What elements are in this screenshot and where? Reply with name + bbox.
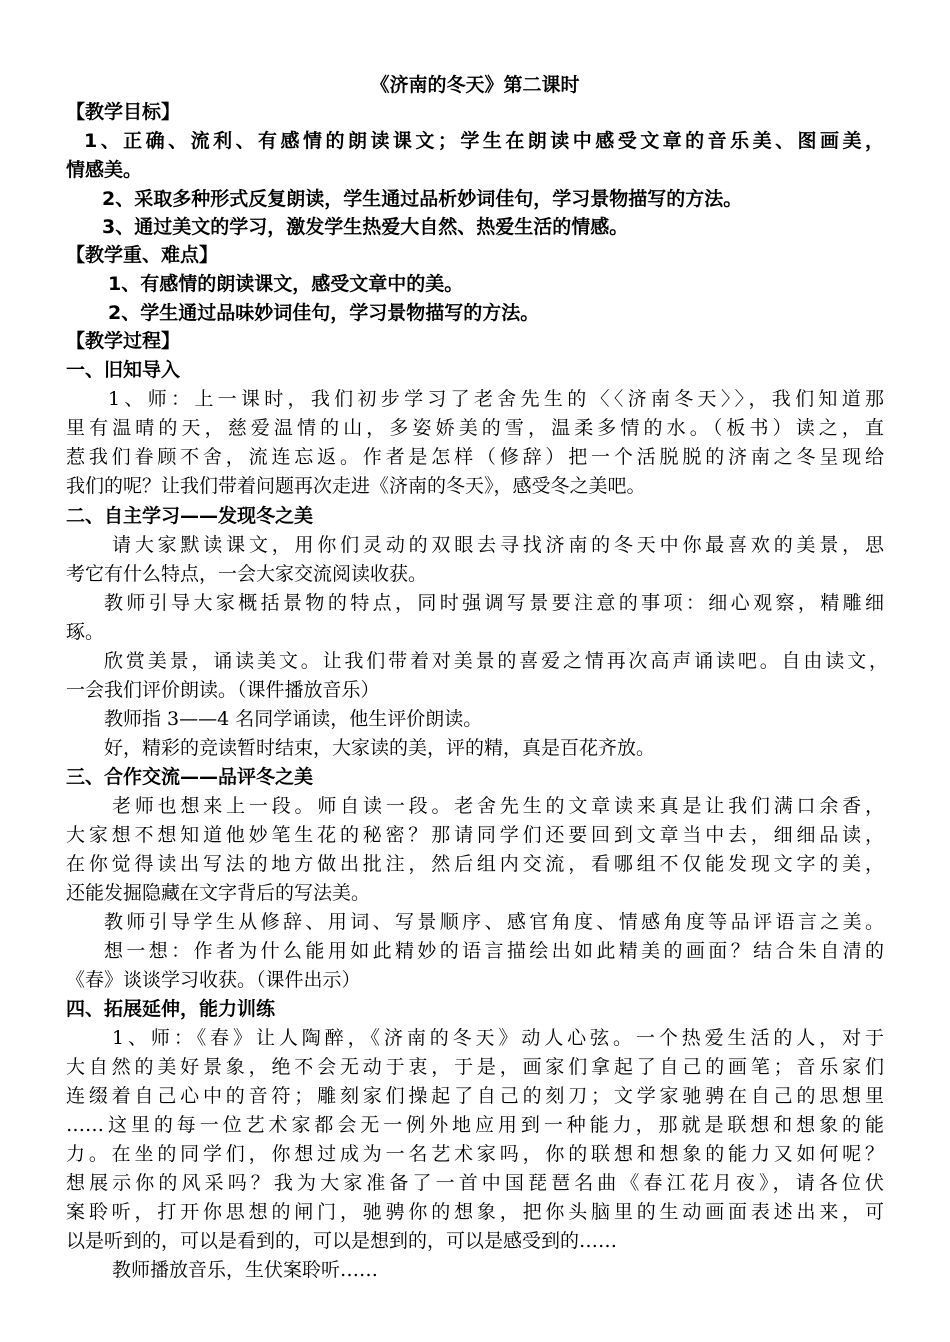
objective-item: 情感美。 [66, 159, 143, 181]
paragraph-line: 1、师：《春》让人陶醉，《济南的冬天》动人心弦。一个热爱生活的人，对于 [112, 1027, 884, 1049]
document-title: 《济南的冬天》第二课时 [370, 74, 580, 96]
paragraph-line: 以是听到的，可以是看到的，可以是想到的，可以是感受到的…… [66, 1230, 618, 1252]
paragraph-line: 教师指 3——4 名同学诵读，他生评价朗读。 [104, 708, 483, 730]
part-heading: 四、拓展延伸，能力训练 [66, 998, 276, 1020]
paragraph-line: 教师播放音乐，生伏案聆听…… [112, 1259, 379, 1281]
paragraph-line: 老师也想来上一段。师自读一段。老舍先生的文章读来真是让我们满口余香， [112, 795, 884, 817]
key-point-item: 2、学生通过品味妙词佳句，学习景物描写的方法。 [108, 302, 540, 324]
part-heading: 二、自主学习——发现冬之美 [66, 505, 314, 527]
objective-item: 2、采取多种形式反复朗读，学生通过品析妙词佳句，学习景物描写的方法。 [102, 188, 743, 210]
objective-item: 3、通过美文的学习，激发学生热爱大自然、热爱生活的情感。 [102, 216, 629, 238]
objective-item: 1、正确、流利、有感情的朗读课文；学生在朗读中感受文章的音乐美、图画美， [84, 130, 884, 152]
part-heading: 三、合作交流——品评冬之美 [66, 766, 314, 788]
paragraph-line: 考它有什么特点，一会大家交流阅读收获。 [66, 563, 428, 585]
paragraph-line: 好，精彩的竞读暂时结束，大家读的美，评的精，真是百花齐放。 [104, 737, 656, 759]
paragraph-line: ……这里的每一位艺术家都会无一例外地应用到一种能力，那就是联想和想象的能 [66, 1114, 884, 1136]
paragraph-line: 里有温晴的天，慈爱温情的山，多姿娇美的雪，温柔多情的水。（板书）读之，直 [66, 417, 884, 439]
paragraph-line: 琢。 [66, 621, 105, 643]
paragraph-line: 大自然的美好景象，绝不会无动于衷，于是，画家们拿起了自己的画笔；音乐家们 [66, 1056, 884, 1078]
part-heading: 一、旧知导入 [66, 359, 181, 381]
paragraph-line: 在你觉得读出写法的地方做出批注，然后组内交流，看哪组不仅能发现文字的美， [66, 853, 884, 875]
paragraph-line: 《春》谈谈学习收获。（课件出示） [66, 969, 361, 991]
key-points-heading: 【教学重、难点】 [66, 244, 219, 266]
paragraph-line: 惹我们眷顾不舍，流连忘返。作者是怎样（修辞）把一个活脱脱的济南之冬呈现给 [66, 446, 884, 468]
paragraph-line: 力。在坐的同学们，你想过成为一名艺术家吗，你的联想和想象的能力又如何呢？ [66, 1143, 884, 1165]
paragraph-line: 1、师：上一课时，我们初步学习了老舍先生的〈〈济南冬天〉〉，我们知道那 [108, 388, 884, 410]
paragraph-line: 一会我们评价朗读。（课件播放音乐） [66, 679, 380, 701]
paragraph-line: 请大家默读课文，用你们灵动的双眼去寻找济南的冬天中你最喜欢的美景，思 [112, 534, 884, 556]
paragraph-line: 大家想不想知道他妙笔生花的秘密？那请同学们还要回到文章当中去，细细品读， [66, 824, 884, 846]
paragraph-line: 教师引导大家概括景物的特点，同时强调写景要注意的事项：细心观察，精雕细 [104, 592, 884, 614]
paragraph-line: 案聆听，打开你思想的闸门，驰骋你的想象，把你头脑里的生动画面表述出来，可 [66, 1201, 884, 1223]
paragraph-line: 教师引导学生从修辞、用词、写景顺序、感官角度、情感角度等品评语言之美。 [104, 911, 884, 933]
process-heading: 【教学过程】 [66, 330, 181, 352]
objectives-heading: 【教学目标】 [66, 101, 181, 123]
paragraph-line: 欣赏美景，诵读美文。让我们带着对美景的喜爱之情再次高声诵读吧。自由读文， [104, 650, 888, 672]
paragraph-line: 连缀着自己心中的音符；雕刻家们操起了自己的刻刀；文学家驰骋在自己的思想里 [66, 1085, 884, 1107]
paragraph-line: 我们的呢？让我们带着问题再次走进《济南的冬天》，感受冬之美吧。 [66, 475, 646, 497]
paragraph-line: 想一想：作者为什么能用如此精妙的语言描绘出如此精美的画面？结合朱自清的 [104, 940, 884, 962]
paragraph-line: 想展示你的风采吗？我为大家准备了一首中国琵琶名曲《春江花月夜》，请各位伏 [66, 1172, 884, 1194]
paragraph-line: 还能发掘隐藏在文字背后的写法美。 [66, 882, 371, 904]
key-point-item: 1、有感情的朗读课文，感受文章中的美。 [108, 273, 464, 295]
